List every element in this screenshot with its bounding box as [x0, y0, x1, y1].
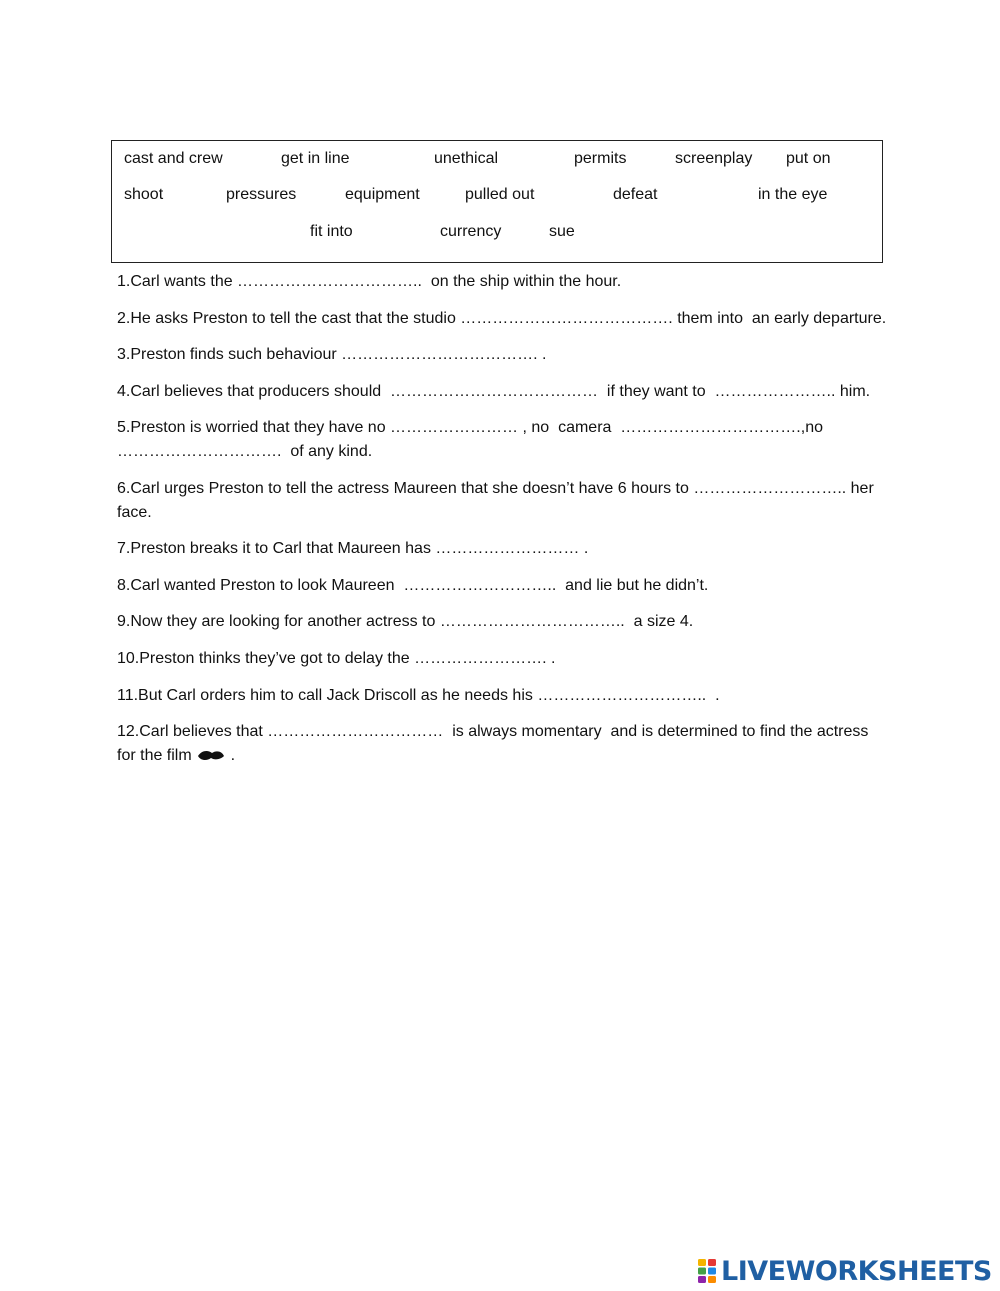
word-bank-item: sue: [549, 223, 575, 240]
sentence-12-end: .: [226, 746, 236, 764]
sentence-6: 6.Carl urges Preston to tell the actress Maureen that she doesn’t have 6 hours to ……………………….. her face.: [117, 480, 879, 521]
liveworksheets-logo-text: LIVEWORKSHEETS: [721, 1255, 992, 1287]
word-bank-item: permits: [574, 150, 627, 167]
word-bank-item: in the eye: [758, 186, 828, 203]
word-bank-item: defeat: [613, 186, 658, 203]
scribble-mark-icon: [196, 747, 226, 763]
sentence-4: 4.Carl believes that producers should ………………………………… if they want to ………………….. him.: [117, 383, 871, 400]
sentence-5: 5.Preston is worried that they have no …………………… , no camera …………………………….,no …………………………. of any kind.: [117, 419, 823, 460]
word-bank-item: equipment: [345, 186, 420, 203]
sentence-2: 2.He asks Preston to tell the cast that the studio …………………………………. them into an early departure.: [117, 310, 887, 327]
word-bank-item: cast and crew: [124, 150, 223, 167]
sentence-11: 11.But Carl orders him to call Jack Driscoll as he needs his ………………………….. .: [117, 687, 720, 704]
word-bank-item: shoot: [124, 186, 164, 203]
sentence-7: 7.Preston breaks it to Carl that Maureen has ……………………… .: [117, 540, 589, 557]
word-bank-item: currency: [440, 223, 502, 240]
sentence-12: [117, 720, 887, 767]
word-bank-item: get in line: [281, 150, 350, 167]
sentence-3: 3.Preston finds such behaviour ………………………………. .: [117, 346, 547, 363]
sentence-1: 1.Carl wants the …………………………….. on the ship within the hour.: [117, 273, 622, 290]
word-bank-item: screenplay: [675, 150, 753, 167]
word-bank-item: unethical: [434, 150, 499, 167]
liveworksheets-logo: [697, 1255, 992, 1287]
word-bank-item: pressures: [226, 186, 297, 203]
sentence-10: 10.Preston thinks they’ve got to delay the ……………………. .: [117, 650, 556, 667]
sentence-8: 8.Carl wanted Preston to look Maureen ……………………….. and lie but he didn’t.: [117, 577, 709, 594]
sentence-9: 9.Now they are looking for another actress to …………………………….. a size 4.: [117, 613, 694, 630]
word-bank-box: [111, 140, 883, 263]
word-bank-item: pulled out: [465, 186, 535, 203]
liveworksheets-logo-icon: [697, 1258, 717, 1284]
word-bank-item: put on: [786, 150, 831, 167]
sentence-12-text: 12.Carl believes that …………………………… is always momentary and is determined to find the actress for the film: [117, 723, 873, 764]
word-bank-item: fit into: [310, 223, 353, 240]
